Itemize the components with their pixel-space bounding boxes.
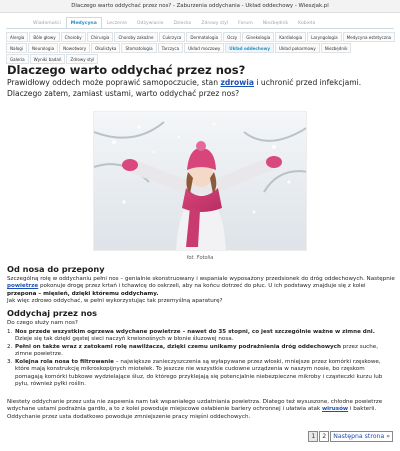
list-number: 2. [7, 344, 13, 351]
category-item[interactable]: Układ pokarmowy [275, 43, 320, 53]
list-number: 3. [7, 359, 13, 366]
category-item[interactable]: Nowotwory [59, 43, 90, 53]
page-2-button[interactable]: 2 [319, 431, 329, 442]
tab-kobieta[interactable]: Kobieta [298, 21, 316, 26]
category-row [6, 43, 394, 53]
category-item[interactable]: Niezbędnik [321, 43, 352, 53]
paragraph-bold-text: przepona – mięsień, dzięki któremu oddychamy. [7, 290, 159, 297]
category-navigation [6, 28, 394, 65]
section-heading: Od nosa do przepony [7, 264, 105, 274]
list-item [7, 359, 393, 388]
category-item[interactable]: Stomatologia [121, 43, 156, 53]
category-item[interactable]: Choroby zakaźne [114, 32, 157, 42]
category-item[interactable]: Chirurgia [87, 32, 114, 42]
article-title: Dlaczego warto oddychać przez nos? [7, 63, 246, 77]
woman-in-snow-image [94, 112, 307, 251]
intro-text: Prawidłowy oddech może poprawić samopoczucie, stan [7, 78, 221, 87]
tab-dziecko[interactable]: Dziecko [173, 21, 192, 26]
paragraph-text: Szczególną rolę w oddychaniu pełni nos – genialnie skonstruowany i wspaniale wyposażony przedsionek do dróg oddechowych. Następnie [7, 276, 395, 282]
section-question: Jak więc zdrowo oddychać, w pełni wykorzystując tak przemyślną aparaturę? [7, 298, 223, 304]
list-item [7, 344, 393, 359]
section-paragraph [7, 276, 395, 298]
top-navigation [28, 17, 320, 28]
list-item [7, 329, 393, 344]
tab-medycyna[interactable]: Medycyna [66, 17, 102, 28]
category-item[interactable]: Choroby [61, 32, 86, 42]
window-title: Dlaczego warto oddychać przez nos? - Zaburzenia oddychania - Układ oddechowy - Wieszjak.pl [0, 0, 400, 13]
category-item[interactable]: Ginekologia [242, 32, 274, 42]
list-item-bold: Kolejna rola nosa to filtrowanie [15, 359, 114, 366]
article-photo [93, 111, 307, 251]
category-item[interactable]: Okulistyka [91, 43, 120, 53]
list-number: 1. [7, 329, 13, 335]
list-item-text: – największe zanieczyszczenia są wyłapywane przez włoski, mniejsze przez komórki rzęskowe, które mają konstrukcję mikroskopijnych miotełek. To jeszcze nie wszystkie cudowne urządzenia w naszym nosie, bo rzęskom pomagają komórki tubkowe wydzielające śluz, do którego przyklejają się potencjalnie niebezpieczne mikroby i cząsteczki kurzu lub pyłu, również pyłki roślin. [15, 359, 383, 388]
list-item-bold: Nos przede wszystkim ogrzewa wdychane powietrze – nawet do 35 stopni, co jest szczególnie ważne w zimne dni. [15, 329, 375, 335]
tab-zdrowy-styl[interactable]: Zdrowy styl [201, 21, 229, 26]
section-lead: Do czego służy nam nos? [7, 320, 78, 326]
category-item[interactable]: Alergia [6, 32, 28, 42]
category-item[interactable]: Laryngologia [307, 32, 341, 42]
category-row [6, 32, 394, 42]
next-page-button[interactable]: Następna strona » [330, 431, 393, 442]
tab-odzywianie[interactable]: Odżywianie [136, 21, 164, 26]
category-item[interactable]: Nałogi [6, 43, 27, 53]
category-item-uklad-oddechowy[interactable]: Układ oddechowy [225, 43, 274, 53]
category-item[interactable]: Cukrzyca [159, 32, 186, 42]
paragraph-text: i bakterii. Oddychanie przez usta dodatkowo powoduje zmniejszenie pracy mięśni oddechowych. [7, 406, 377, 420]
numbered-list [7, 329, 393, 389]
category-item[interactable]: Oczy [223, 32, 241, 42]
category-item[interactable]: Bóle głowy [29, 32, 59, 42]
category-item[interactable]: Medycyna estetyczna [343, 32, 395, 42]
category-item[interactable]: Kardiologia [275, 32, 306, 42]
page-1-button[interactable]: 1 [308, 431, 318, 442]
paragraph-text: Niestety oddychanie przez usta nie zapewnia nam tak wspaniałego uzdatniania powietrza. Dlatego też wysuszone, chłodne powietrze wdychane ustami podrażnia gardło, a to z kolei powoduje miejscowe osłabienie bariery ochronnej i ułatwia atak [7, 399, 383, 413]
pagination [308, 431, 393, 442]
tab-wiadomosci[interactable]: Wiadomości [33, 21, 61, 26]
link-powietrze[interactable]: powietrze [7, 283, 39, 290]
link-zdrowia[interactable]: zdrowia [220, 78, 254, 87]
list-item-text: przez suche, zimne powietrze. [15, 344, 378, 358]
list-item-text: Dzieje się tak dzięki gęstej sieci naczyń krwionośnych w błonie śluzowej nosa. [15, 336, 234, 343]
photo-caption: fot. Fotolia [186, 255, 214, 261]
paragraph-text: pokonuje drogę przez krtań i tchawicę do oskrzeli, aby na końcu dotrzeć do płuc. U ich podstawy znajduje się z kolei [38, 283, 366, 290]
article-intro [7, 78, 395, 99]
tab-leczenie[interactable]: Leczenie [106, 21, 127, 26]
category-item[interactable]: Tarczyca [158, 43, 184, 53]
tab-niezbednik[interactable]: Niezbędnik [262, 21, 289, 26]
category-item[interactable]: Neurologia [28, 43, 58, 53]
category-item[interactable]: Galeria [6, 54, 29, 64]
intro-text: i uchronić przed infekcjami. Dlaczego zatem, zamiast ustami, warto oddychać przez nos? [7, 78, 362, 98]
category-item[interactable]: Zdrowy styl [66, 54, 98, 64]
list-item-bold: Pełni on także wraz z zatokami rolę nawilżacza, dzięki czemu unikamy podrażnienia dróg oddechowych [15, 344, 341, 351]
closing-paragraph [7, 399, 395, 421]
tab-forum[interactable]: Forum [238, 21, 253, 26]
category-item[interactable]: Dermatologia [186, 32, 222, 42]
section-heading: Oddychaj przez nos [7, 308, 98, 318]
category-item[interactable]: Wyniki badań [30, 54, 66, 64]
category-item[interactable]: Układ moczowy [184, 43, 224, 53]
link-wirusow[interactable]: wirusów [321, 406, 349, 413]
